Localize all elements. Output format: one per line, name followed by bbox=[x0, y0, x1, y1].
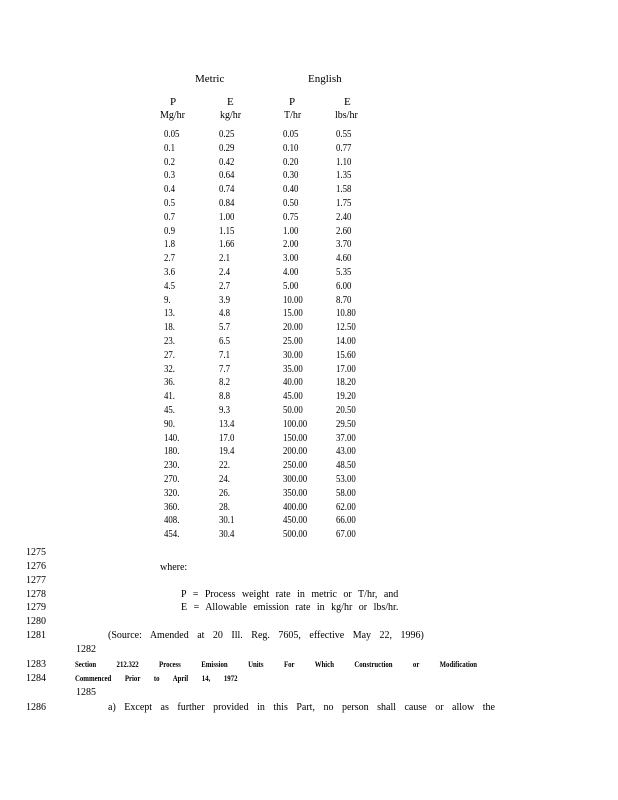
line-number: 1282 bbox=[76, 644, 96, 655]
cell-p-metric: 0.1 bbox=[164, 142, 175, 154]
definition-p: P = Process weight rate in metric or T/hr, and bbox=[181, 589, 399, 600]
cell-p-metric: 41. bbox=[164, 391, 175, 403]
cell-e-metric: 7.1 bbox=[219, 349, 230, 361]
table-row bbox=[0, 434, 618, 448]
cell-p-english: 0.20 bbox=[283, 156, 299, 168]
table-row bbox=[0, 516, 618, 530]
col-header-p-metric: P bbox=[170, 96, 177, 108]
cell-e-metric: 1.15 bbox=[219, 225, 235, 237]
cell-e-english: 10.80 bbox=[336, 308, 356, 320]
cell-p-english: 200.00 bbox=[283, 446, 308, 458]
source-note: (Source: Amended at 20 Ill. Reg. 7605, effective May 22, 1996) bbox=[108, 630, 424, 641]
cell-e-english: 17.00 bbox=[336, 363, 356, 375]
cell-p-english: 450.00 bbox=[283, 515, 308, 527]
table-row bbox=[0, 489, 618, 503]
definition-e: E = Allowable emission rate in kg/hr or lbs/hr. bbox=[181, 602, 399, 613]
table-row bbox=[0, 199, 618, 213]
col-header-p-english: P bbox=[289, 96, 296, 108]
col-unit-mg-hr: Mg/hr bbox=[160, 110, 185, 121]
line-number: 1284 bbox=[26, 673, 46, 684]
line-number: 1276 bbox=[26, 561, 46, 572]
col-unit-kg-hr: kg/hr bbox=[220, 110, 242, 121]
cell-e-metric: 30.1 bbox=[219, 515, 235, 527]
cell-e-english: 0.55 bbox=[336, 129, 352, 140]
cell-p-metric: 23. bbox=[164, 336, 175, 347]
cell-e-english: 15.60 bbox=[336, 349, 356, 361]
table-row bbox=[0, 144, 618, 158]
cell-e-english: 0.77 bbox=[336, 142, 352, 154]
table-row bbox=[0, 475, 618, 489]
cell-p-metric: 270. bbox=[164, 474, 180, 485]
table-row bbox=[0, 227, 618, 241]
cell-p-metric: 360. bbox=[164, 501, 180, 513]
table-row bbox=[0, 282, 618, 296]
cell-p-metric: 454. bbox=[164, 529, 180, 541]
cell-p-metric: 180. bbox=[164, 446, 180, 458]
cell-e-metric: 3.9 bbox=[219, 294, 230, 306]
table-row bbox=[0, 130, 618, 144]
cell-e-english: 1.10 bbox=[336, 156, 352, 168]
cell-p-english: 0.05 bbox=[283, 129, 299, 140]
cell-e-metric: 28. bbox=[219, 501, 230, 513]
table-row bbox=[0, 268, 618, 282]
cell-e-metric: 2.4 bbox=[219, 267, 230, 278]
col-header-e-english: E bbox=[344, 96, 351, 108]
cell-p-english: 35.00 bbox=[283, 363, 303, 375]
cell-e-metric: 8.2 bbox=[219, 377, 230, 389]
cell-e-english: 66.00 bbox=[336, 515, 356, 527]
line-number: 1277 bbox=[26, 575, 46, 586]
col-header-e-metric: E bbox=[227, 96, 234, 108]
cell-e-metric: 0.74 bbox=[219, 184, 235, 196]
section-heading: Section 212.322 Process Emission Units For Which Construction or Modification bbox=[75, 660, 478, 669]
cell-p-metric: 0.3 bbox=[164, 170, 175, 182]
table-row bbox=[0, 351, 618, 365]
cell-e-english: 2.40 bbox=[336, 211, 352, 223]
cell-e-metric: 19.4 bbox=[219, 446, 235, 458]
table-row bbox=[0, 323, 618, 337]
line-number: 1285 bbox=[76, 687, 96, 698]
cell-p-english: 0.30 bbox=[283, 170, 299, 182]
table-row bbox=[0, 461, 618, 475]
cell-e-metric: 0.42 bbox=[219, 156, 235, 168]
cell-p-metric: 0.7 bbox=[164, 211, 175, 223]
cell-p-metric: 140. bbox=[164, 432, 180, 444]
cell-p-english: 500.00 bbox=[283, 529, 308, 541]
cell-e-english: 20.50 bbox=[336, 405, 356, 416]
cell-p-metric: 9. bbox=[164, 294, 171, 306]
cell-p-english: 40.00 bbox=[283, 377, 303, 389]
table-row bbox=[0, 392, 618, 406]
cell-e-metric: 1.66 bbox=[219, 239, 235, 251]
cell-e-metric: 30.4 bbox=[219, 529, 235, 541]
table-row bbox=[0, 254, 618, 268]
cell-p-metric: 45. bbox=[164, 405, 175, 416]
cell-p-english: 30.00 bbox=[283, 349, 303, 361]
cell-e-english: 4.60 bbox=[336, 253, 352, 265]
cell-e-metric: 9.3 bbox=[219, 405, 230, 416]
cell-e-metric: 0.29 bbox=[219, 142, 235, 154]
cell-p-metric: 1.8 bbox=[164, 239, 175, 251]
table-row bbox=[0, 503, 618, 517]
cell-e-english: 43.00 bbox=[336, 446, 356, 458]
cell-e-metric: 2.7 bbox=[219, 280, 230, 292]
table-row bbox=[0, 447, 618, 461]
cell-e-metric: 0.25 bbox=[219, 129, 235, 140]
cell-p-metric: 320. bbox=[164, 487, 180, 499]
cell-p-english: 1.00 bbox=[283, 225, 299, 237]
cell-e-metric: 0.84 bbox=[219, 198, 235, 209]
cell-p-metric: 2.7 bbox=[164, 253, 175, 265]
line-number: 1279 bbox=[26, 602, 46, 613]
paragraph-a: a) Except as further provided in this Part, no person shall cause or allow the bbox=[108, 702, 495, 713]
table-row bbox=[0, 378, 618, 392]
cell-p-metric: 27. bbox=[164, 349, 175, 361]
cell-p-metric: 0.9 bbox=[164, 225, 175, 237]
cell-e-english: 3.70 bbox=[336, 239, 352, 251]
cell-p-metric: 4.5 bbox=[164, 280, 175, 292]
header-english: English bbox=[308, 73, 342, 85]
cell-e-english: 1.35 bbox=[336, 170, 352, 182]
cell-p-metric: 32. bbox=[164, 363, 175, 375]
cell-e-english: 14.00 bbox=[336, 336, 356, 347]
cell-p-english: 350.00 bbox=[283, 487, 308, 499]
table-row bbox=[0, 406, 618, 420]
cell-p-english: 5.00 bbox=[283, 280, 299, 292]
cell-p-metric: 0.05 bbox=[164, 129, 180, 140]
table-row bbox=[0, 158, 618, 172]
cell-e-metric: 26. bbox=[219, 487, 230, 499]
header-metric: Metric bbox=[195, 73, 225, 85]
cell-p-english: 0.50 bbox=[283, 198, 299, 209]
cell-e-english: 48.50 bbox=[336, 460, 356, 472]
cell-e-english: 53.00 bbox=[336, 474, 356, 485]
cell-e-metric: 1.00 bbox=[219, 211, 235, 223]
cell-e-metric: 6.5 bbox=[219, 336, 230, 347]
cell-p-metric: 230. bbox=[164, 460, 180, 472]
table-row bbox=[0, 213, 618, 227]
cell-e-metric: 0.64 bbox=[219, 170, 235, 182]
cell-e-english: 62.00 bbox=[336, 501, 356, 513]
cell-e-english: 12.50 bbox=[336, 322, 356, 334]
cell-p-english: 50.00 bbox=[283, 405, 303, 416]
table-row bbox=[0, 171, 618, 185]
cell-p-english: 0.40 bbox=[283, 184, 299, 196]
line-number: 1280 bbox=[26, 616, 46, 627]
line-number: 1281 bbox=[26, 630, 46, 641]
cell-e-english: 1.75 bbox=[336, 198, 352, 209]
cell-e-english: 37.00 bbox=[336, 432, 356, 444]
cell-p-metric: 0.2 bbox=[164, 156, 175, 168]
cell-p-metric: 36. bbox=[164, 377, 175, 389]
cell-e-english: 6.00 bbox=[336, 280, 352, 292]
table-row bbox=[0, 530, 618, 544]
cell-e-metric: 8.8 bbox=[219, 391, 230, 403]
cell-p-english: 2.00 bbox=[283, 239, 299, 251]
cell-p-metric: 13. bbox=[164, 308, 175, 320]
cell-p-english: 0.10 bbox=[283, 142, 299, 154]
cell-e-metric: 17.0 bbox=[219, 432, 235, 444]
table-row bbox=[0, 309, 618, 323]
line-number: 1286 bbox=[26, 702, 46, 713]
table-row bbox=[0, 185, 618, 199]
table-row bbox=[0, 337, 618, 351]
cell-p-metric: 0.5 bbox=[164, 198, 175, 209]
col-unit-lbs-hr: lbs/hr bbox=[335, 110, 358, 121]
cell-e-metric: 22. bbox=[219, 460, 230, 472]
where-label: where: bbox=[160, 562, 188, 573]
cell-e-english: 58.00 bbox=[336, 487, 356, 499]
cell-p-english: 20.00 bbox=[283, 322, 303, 334]
line-number: 1275 bbox=[26, 547, 46, 558]
cell-p-metric: 0.4 bbox=[164, 184, 175, 196]
col-unit-t-hr: T/hr bbox=[284, 110, 302, 121]
cell-e-metric: 7.7 bbox=[219, 363, 230, 375]
cell-p-english: 45.00 bbox=[283, 391, 303, 403]
cell-e-english: 8.70 bbox=[336, 294, 352, 306]
cell-p-english: 250.00 bbox=[283, 460, 308, 472]
table-row bbox=[0, 420, 618, 434]
cell-p-english: 10.00 bbox=[283, 294, 303, 306]
cell-e-metric: 13.4 bbox=[219, 418, 235, 430]
cell-e-english: 67.00 bbox=[336, 529, 356, 541]
cell-e-english: 29.50 bbox=[336, 418, 356, 430]
cell-e-metric: 2.1 bbox=[219, 253, 230, 265]
cell-e-english: 1.58 bbox=[336, 184, 352, 196]
cell-p-english: 150.00 bbox=[283, 432, 308, 444]
cell-e-english: 19.20 bbox=[336, 391, 356, 403]
cell-p-english: 0.75 bbox=[283, 211, 299, 223]
table-row bbox=[0, 365, 618, 379]
cell-e-metric: 5.7 bbox=[219, 322, 230, 334]
cell-e-metric: 4.8 bbox=[219, 308, 230, 320]
cell-p-english: 400.00 bbox=[283, 501, 308, 513]
cell-p-metric: 90. bbox=[164, 418, 175, 430]
cell-p-metric: 3.6 bbox=[164, 267, 175, 278]
cell-p-english: 3.00 bbox=[283, 253, 299, 265]
table-row bbox=[0, 296, 618, 310]
cell-p-english: 100.00 bbox=[283, 418, 308, 430]
section-heading-continued: Commenced Prior to April 14, 1972 bbox=[75, 674, 238, 683]
cell-e-english: 5.35 bbox=[336, 267, 352, 278]
table-row bbox=[0, 240, 618, 254]
cell-p-english: 300.00 bbox=[283, 474, 308, 485]
cell-e-english: 18.20 bbox=[336, 377, 356, 389]
cell-p-english: 15.00 bbox=[283, 308, 303, 320]
cell-p-english: 25.00 bbox=[283, 336, 303, 347]
cell-e-metric: 24. bbox=[219, 474, 230, 485]
line-number: 1278 bbox=[26, 589, 46, 600]
cell-p-english: 4.00 bbox=[283, 267, 299, 278]
cell-p-metric: 18. bbox=[164, 322, 175, 334]
cell-p-metric: 408. bbox=[164, 515, 180, 527]
line-number: 1283 bbox=[26, 659, 46, 670]
cell-e-english: 2.60 bbox=[336, 225, 352, 237]
